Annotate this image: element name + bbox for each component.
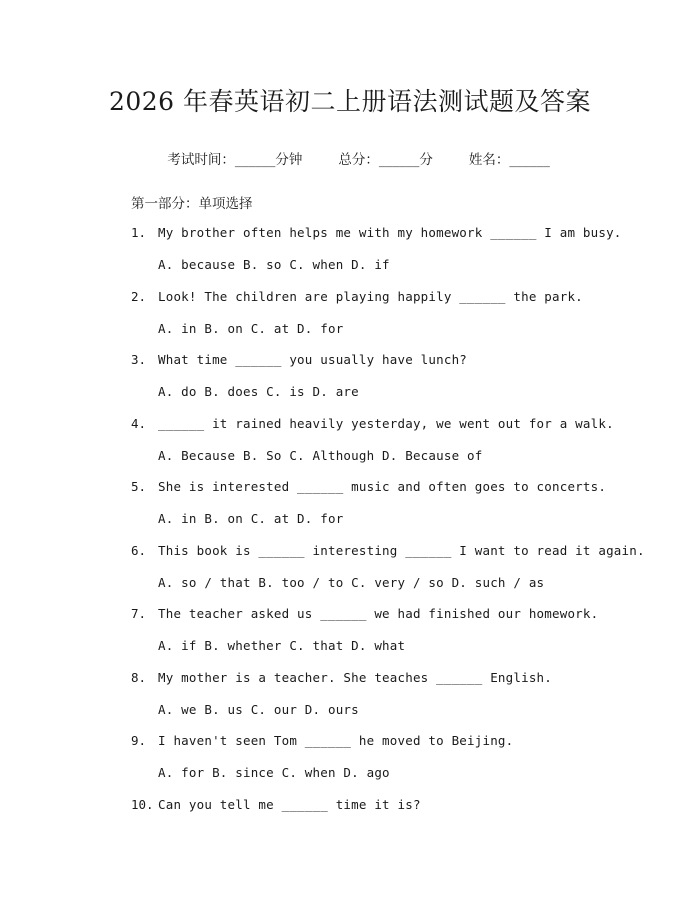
question-text: My brother often helps me with my homework ______ I am busy. — [158, 225, 622, 240]
question-text: ______ it rained heavily yesterday, we went out for a walk. — [158, 416, 614, 431]
question-number: 4. — [131, 416, 147, 431]
answer-options: A. do B. does C. is D. are — [158, 384, 359, 399]
question-text: I haven't seen Tom ______ he moved to Beijing. — [158, 733, 514, 748]
answer-options: A. for B. since C. when D. ago — [158, 765, 390, 780]
question-number: 6. — [131, 543, 147, 558]
answer-options: A. if B. whether C. that D. what — [158, 638, 406, 653]
question-text: Can you tell me ______ time it is? — [158, 797, 421, 812]
question-number: 5. — [131, 479, 147, 494]
page-title: 2026 年春英语初二上册语法测试题及答案 — [108, 87, 592, 116]
student-name-label: 姓名：______ — [468, 152, 550, 168]
question-number: 9. — [131, 733, 147, 748]
question-number: 7. — [131, 606, 147, 621]
answer-options: A. Because B. So C. Although D. Because of — [158, 448, 483, 463]
answer-options: A. in B. on C. at D. for — [158, 511, 344, 526]
question-text: What time ______ you usually have lunch? — [158, 352, 468, 367]
question-text: The teacher asked us ______ we had finished our homework. — [158, 606, 599, 621]
question-number: 1. — [131, 225, 147, 240]
question-text: Look! The children are playing happily ______ the park. — [158, 289, 583, 304]
question-number: 2. — [131, 289, 147, 304]
question-text: My mother is a teacher. She teaches ______ English. — [158, 670, 553, 685]
total-score-label: 总分：______分 — [338, 152, 433, 168]
answer-options: A. we B. us C. our D. ours — [158, 702, 359, 717]
answer-options: A. in B. on C. at D. for — [158, 321, 344, 336]
exam-time-label: 考试时间：______分钟 — [167, 152, 303, 168]
answer-options: A. so / that B. too / to C. very / so D. such / as — [158, 575, 545, 590]
question-number: 3. — [131, 352, 147, 367]
section-title: 第一部分：单项选择 — [131, 196, 253, 212]
question-number: 10. — [131, 797, 154, 812]
question-number: 8. — [131, 670, 147, 685]
answer-options: A. because B. so C. when D. if — [158, 257, 390, 272]
question-text: She is interested ______ music and often goes to concerts. — [158, 479, 607, 494]
exam-info-line — [0, 132, 700, 184]
question-text: This book is ______ interesting ______ I want to read it again. — [158, 543, 645, 558]
